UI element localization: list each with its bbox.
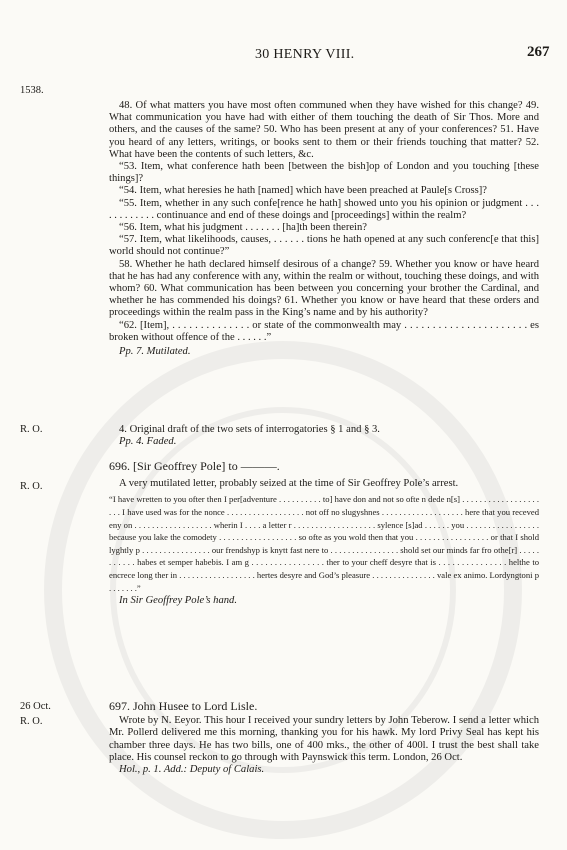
margin-ro-1: R. O. [20,424,43,435]
margin-year: 1538. [20,85,44,96]
entry-696-letter [109,493,539,594]
margin-ro-2: R. O. [20,481,43,492]
interrogatory-53: “53. Item, what conference hath been [between the bish]op of London and you touching [these things]? [109,161,539,185]
margin-date: 26 Oct. [20,701,51,712]
entry-696 [109,460,539,607]
page-number: 267 [527,44,550,60]
entry-697 [109,700,539,776]
entry-696-note: In Sir Geoffrey Pole’s hand. [119,595,237,607]
interrogatories [109,100,539,358]
interrogatory-48: 48. Of what matters you have most often communed when they have wished for this change? 49. What communication you have had with either of them touching the death of Sir Thos. More and others, and the causes of the same? 50. Who has been present at any of your conferences? 51. Have you heard of any letters, writings, or books sent to them or their friends touching that matter? 52. What have been the contents of such letters, &c. [109,100,539,160]
interrogatory-56: “56. Item, what his judgment . . . . . . . [ha]th been therein? [119,222,368,234]
interrogatory-54: “54. Item, what heresies he hath [named] which have been preached at Paule[s Cross]? [119,185,487,197]
interrogatory-57: “57. Item, what likelihoods, causes, . . . . . . tions he hath opened at any such conferenc[e that this] world should not continue?” [109,234,539,258]
item-4-text: 4. Original draft of the two sets of interrogatories § 1 and § 3. [119,424,380,435]
entry-696-letter-text: “I have wretten to you ofter then I per[adventure . . . . . . . . . . to] have don and not so ofte n dede n[s] . . . . . . . . . . . . . . . . . . . . . I have used was for the nonce . . . . . . . . . . . . . . . . . . not off no slugyshnes . . . . . . . . . . . . . . . . . . . here that you receved eny on . . . . . . . . . . . . . . . . . . wherin I . . . . a letter r . . . . . . . . . . . . . . . . . . . sylence [s]ad . . . . . . you . . . . . . . . . . . . . . . . . because you lake the comodety . . . . . . . . . . . . . . . . . . so ofte as you wold then that you . . . . . . . . . . . . . . . . . or that I shold lyghtly p . . . . . . . . . . . . . . . . our frendshyp is knytt fast nere to . . . . . . . . . . . . . . . . shold set our minds far fro othe[r] . . . . . . . . . . . habes et semper habebis. I am g . . . . . . . . . . . . . . . . ther to your cheff desyre that is . . . . . . . . . . . . . . . helthe to encrece long ther in . . . . . . . . . . . . . . . . . . hertes desyre and God’s pleasure . . . . . . . . . . . . . . . vale ex animo. Lordyngtoni p . . . . . . .” [109,494,539,593]
entry-697-heading: 697. John Husee to Lord Lisle. [109,699,258,713]
margin-ro-3: R. O. [20,716,43,727]
interrogatory-62: “62. [Item], . . . . . . . . . . . . . . or state of the commonwealth may . . . . . . . . . . . . . . . . . . . . . . es broken without offence of the . . . . . .” [109,319,539,343]
item-4-note: Pp. 4. Faded. [119,436,177,448]
item-4 [109,424,539,448]
entry-696-summary: A very mutilated letter, probably seized at the time of Sir Geoffrey Pole’s arrest. [119,478,459,490]
entry-696-heading: 696. [Sir Geoffrey Pole] to ———. [109,459,280,473]
interrogatory-58: 58. Whether he hath declared himself desirous of a change? 59. Whether you know or have heard that he has had any conference with any, within the realm or without, touching these doings, and with whom? 60. What communication has been between you concerning your brother the Cardinal, and whether he has commended his doings? 61. Whether you know or have heard that these orders and proceedings within the realm pass in the King’s name and by his authority? [109,258,540,319]
interrogatory-55: “55. Item, whether in any such confe[rence he hath] showed unto you his opinion or judgment . . . . . . . . . . . . continuance and end of these doings and [proceedings] within the realm? [109,197,539,221]
entry-697-note: Hol., p. 1. Add.: Deputy of Calais. [119,764,265,776]
running-title: 30 HENRY VIII. [255,47,355,62]
entry-697-text: Wrote by N. Eeyor. This hour I received your sundry letters by John Teberow. I send a letter which Mr. Pollerd delivered me this morning, thanking you for his hawk. My lord Privy Seal has kept his chamber three days. He has two bills, one of 400 mks., the other of 400l. I trust the best shall take place. His counsel reckon to go through with Paynswick this term. London, 26 Oct. [109,715,539,763]
interrogatories-note: Pp. 7. Mutilated. [119,346,191,358]
